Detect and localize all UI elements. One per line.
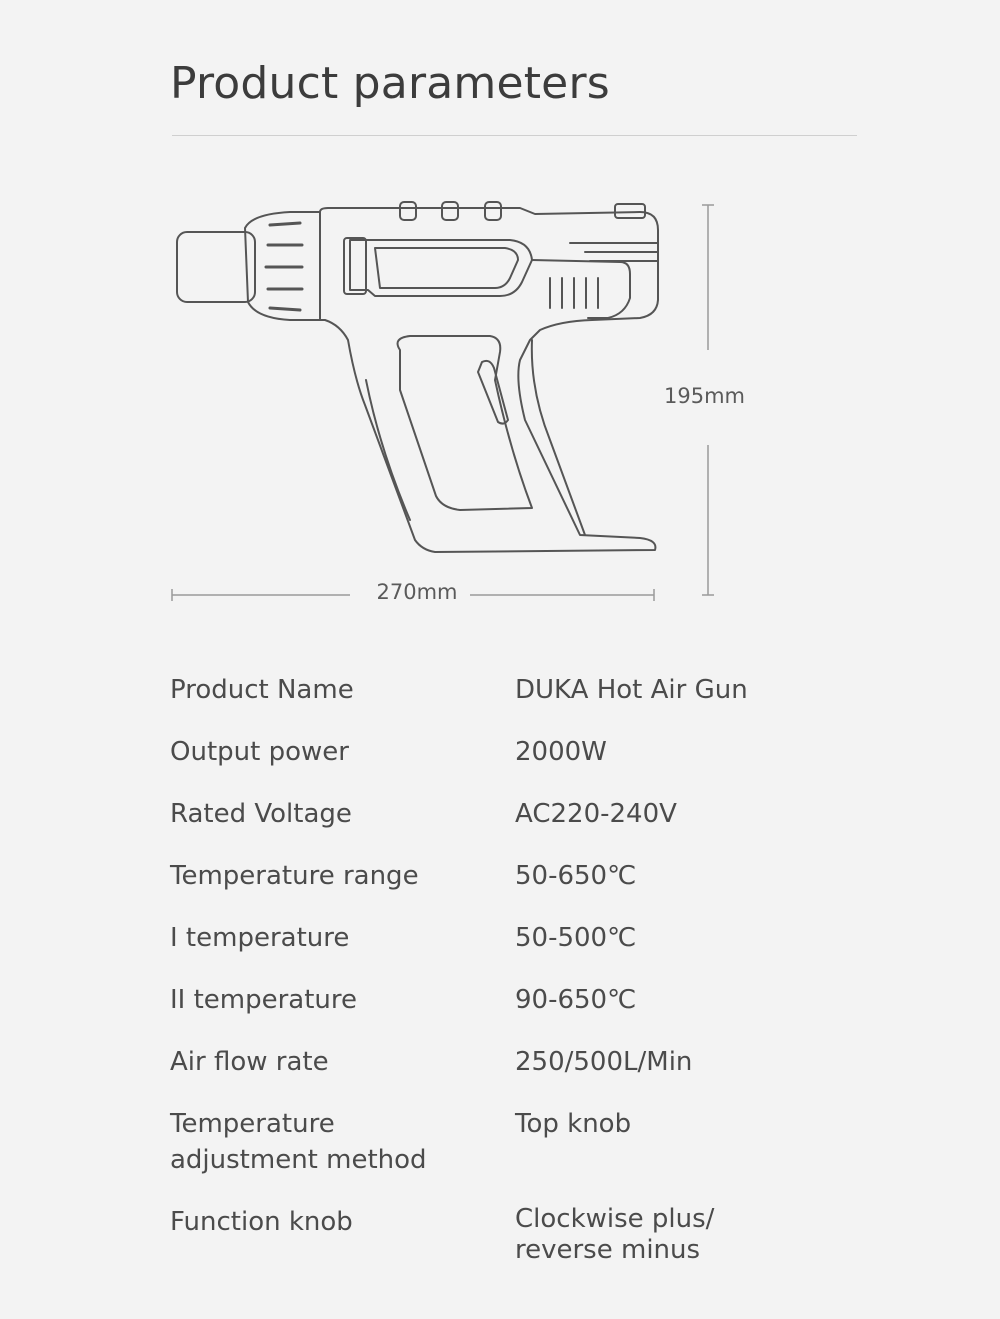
dimension-lines xyxy=(172,205,714,601)
width-label: 270mm xyxy=(376,580,458,604)
spec-row xyxy=(170,734,890,770)
hot-air-gun-outline xyxy=(177,202,658,552)
top-knob xyxy=(400,202,416,220)
nozzle xyxy=(177,232,255,302)
spec-value: Clockwise plus/ reverse minus xyxy=(515,1204,715,1265)
title-divider xyxy=(172,135,857,136)
spec-value: AC220-240V xyxy=(515,799,677,829)
spec-label: II temperature xyxy=(170,985,358,1015)
spec-value: 2000W xyxy=(515,737,607,767)
spec-row xyxy=(170,1106,890,1178)
spec-row xyxy=(170,858,890,894)
spec-row xyxy=(170,982,890,1018)
spec-label: I temperature xyxy=(170,923,350,953)
spec-label: Temperature adjustment method xyxy=(170,1109,427,1175)
handle-cutout xyxy=(398,336,532,510)
spec-label: Air flow rate xyxy=(170,1047,329,1077)
spec-table xyxy=(170,672,890,1292)
spec-label: Temperature range xyxy=(170,861,419,891)
spec-row xyxy=(170,920,890,956)
spec-row xyxy=(170,1044,890,1080)
spec-value: DUKA Hot Air Gun xyxy=(515,675,748,705)
spec-label: Function knob xyxy=(170,1207,353,1237)
spec-value: 250/500L/Min xyxy=(515,1047,693,1077)
spec-value: 90-650℃ xyxy=(515,985,637,1015)
page-title: Product parameters xyxy=(170,58,610,109)
height-label: 195mm xyxy=(664,384,745,408)
spec-label: Product Name xyxy=(170,675,354,705)
spec-value: Top knob xyxy=(515,1109,632,1139)
spec-row xyxy=(170,672,890,708)
spec-value: 50-500℃ xyxy=(515,923,637,953)
spec-row xyxy=(170,796,890,832)
main-body xyxy=(320,208,658,552)
spec-value: 50-650℃ xyxy=(515,861,637,891)
spec-label: Rated Voltage xyxy=(170,799,352,829)
spec-label: Output power xyxy=(170,737,349,767)
spec-row xyxy=(170,1204,890,1266)
